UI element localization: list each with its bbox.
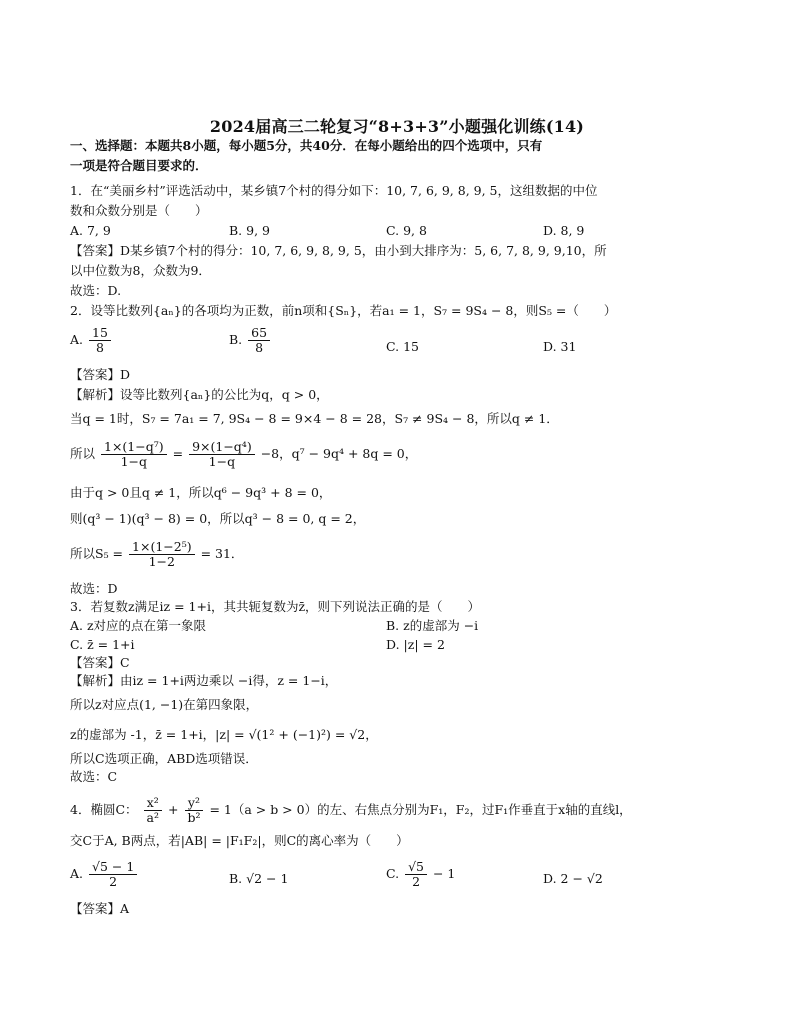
- q2-analysis-3-frac1: [101, 440, 167, 469]
- q3-analysis-4: 所以C选项正确，ABD选项错误．: [70, 751, 258, 766]
- q3-analysis-2: 所以z对应点(1, −1)在第四象限，: [70, 697, 259, 712]
- q4-stem-frac1-den: a²: [146, 810, 159, 825]
- q4-stem-plus: +: [167, 802, 179, 817]
- q4-option-c-fraction: [405, 860, 427, 889]
- q4-option-c-den: 2: [412, 874, 421, 889]
- q2-analysis-6-suffix: = 31．: [200, 546, 244, 561]
- q2-analysis-6-den: 1−2: [148, 554, 175, 569]
- q1-stem-line1: 1．在“美丽乡村”评选活动中，某乡镇7个村的得分如下：10, 7, 6, 9, 8, 9, 5，这组数据的中位: [70, 183, 598, 198]
- q2-analysis-3-eq: =: [172, 446, 184, 461]
- q2-analysis-6: [70, 540, 243, 569]
- q4-option-a-fraction: [89, 860, 137, 889]
- q4-stem-frac1: [144, 796, 162, 825]
- q2-analysis-1: 【解析】设等比数列{aₙ}的公比为q，q > 0，: [70, 387, 329, 402]
- q2-analysis-6-frac: [129, 540, 195, 569]
- q4-stem-frac2-den: b²: [187, 810, 201, 825]
- q2-analysis-6-num: 1×(1−2⁵): [129, 540, 195, 555]
- q2-option-a-den: 8: [95, 340, 104, 355]
- q4-stem-frac1-num: x²: [144, 796, 162, 811]
- q4-option-c: [386, 860, 455, 889]
- q2-option-b-fraction: [248, 326, 270, 355]
- q4-option-c-label: C.: [386, 866, 400, 881]
- q3-analysis-1: 【解析】由iz = 1+i两边乘以 −i得，z = 1−i，: [70, 673, 338, 688]
- q2-analysis-3-frac2: [189, 440, 255, 469]
- q3-choose: 故选：C: [70, 769, 118, 784]
- q2-analysis-3-frac2-num: 9×(1−q⁴): [189, 440, 255, 455]
- q1-stem-line2: 数和众数分别是（ ）: [70, 203, 208, 218]
- q4-answer: 【答案】A: [70, 901, 130, 916]
- q3-stem: 3．若复数z满足iz = 1+i，其共轭复数为z̄，则下列说法正确的是（ ）: [70, 599, 481, 614]
- q4-option-a-label: A.: [70, 866, 84, 881]
- q1-choose: 故选：D.: [70, 283, 122, 298]
- q2-analysis-3: [70, 440, 417, 469]
- q4-option-a-den: 2: [109, 874, 118, 889]
- q3-option-c: C. z̄ = 1+i: [70, 637, 135, 652]
- q2-stem: 2．设等比数列{aₙ}的各项均为正数，前n项和{Sₙ}，若a₁ = 1，S₇ = 9S₄ − 8，则S₅ =（ ）: [70, 303, 617, 318]
- q3-option-b: B. z的虚部为 −i: [386, 618, 479, 633]
- section-heading-line2: 一项是符合题目要求的．: [70, 158, 208, 173]
- q3-option-d: D. |z| = 2: [386, 637, 445, 652]
- q2-option-a-label: A.: [70, 332, 84, 347]
- q2-choose: 故选：D: [70, 581, 118, 596]
- q1-answer-line1: 【答案】D某乡镇7个村的得分：10, 7, 6, 9, 8, 9, 5，由小到大排序为：5, 6, 7, 8, 9, 9,10，所: [70, 243, 607, 258]
- q2-analysis-3-suffix: −8，q⁷ − 9q⁴ + 8q = 0，: [260, 446, 418, 461]
- page-title: 2024届高三二轮复习“8+3+3”小题强化训练(14): [209, 117, 585, 136]
- q2-option-a-num: 15: [89, 326, 111, 341]
- q4-stem-line2: 交C于A, B两点，若|AB| = |F₁F₂|，则C的离心率为（ ）: [70, 833, 409, 848]
- q2-option-b: [229, 326, 272, 355]
- q4-stem-frac2: [184, 796, 203, 825]
- q4-option-c-num: √5: [405, 860, 427, 875]
- q3-answer: 【答案】C: [70, 655, 130, 670]
- q1-option-b: B. 9, 9: [229, 223, 270, 238]
- section-heading-line1: 一、选择题：本题共8小题，每小题5分，共40分．在每小题给出的四个选项中，只有: [70, 138, 543, 153]
- q2-analysis-3-frac1-num: 1×(1−q⁷): [101, 440, 167, 455]
- q2-analysis-4: 由于q > 0且q ≠ 1，所以q⁶ − 9q³ + 8 = 0，: [70, 485, 332, 500]
- q4-stem-line1: [70, 796, 632, 825]
- q2-answer: 【答案】D: [70, 367, 131, 382]
- q2-analysis-6-prefix: 所以S₅ =: [70, 546, 124, 561]
- q4-option-a: [70, 860, 139, 889]
- q1-option-a: A. 7, 9: [70, 223, 111, 238]
- q2-option-b-num: 65: [248, 326, 270, 341]
- q2-option-b-den: 8: [255, 340, 264, 355]
- q1-answer-line2: 以中位数为8，众数为9．: [70, 263, 211, 278]
- q4-option-b: B. √2 − 1: [229, 871, 289, 886]
- q3-analysis-3: z的虚部为 -1，z̄ = 1+i，|z| = √(1² + (−1)²) = √2，: [70, 727, 378, 742]
- q1-option-c: C. 9, 8: [386, 223, 427, 238]
- q4-stem-suffix: = 1（a > b > 0）的左、右焦点分别为F₁，F₂，过F₁作垂直于x轴的直线l，: [209, 802, 632, 817]
- q4-stem-prefix: 4．椭圆C：: [70, 802, 138, 817]
- q2-option-c: C. 15: [386, 339, 419, 354]
- q2-analysis-3-frac1-den: 1−q: [120, 454, 148, 469]
- q2-analysis-3-prefix: 所以: [70, 446, 96, 461]
- q4-stem-frac2-num: y²: [185, 796, 203, 811]
- q2-analysis-5: 则(q³ − 1)(q³ − 8) = 0，所以q³ − 8 = 0, q = 2，: [70, 511, 366, 526]
- q2-analysis-2: 当q = 1时，S₇ = 7a₁ = 7, 9S₄ − 8 = 9×4 − 8 = 28，S₇ ≠ 9S₄ − 8，所以q ≠ 1．: [70, 411, 559, 426]
- q4-option-a-num: √5 − 1: [89, 860, 137, 875]
- q2-analysis-3-frac2-den: 1−q: [208, 454, 236, 469]
- q4-option-c-tail: − 1: [432, 866, 456, 881]
- q3-option-a: A. z对应的点在第一象限: [70, 618, 207, 633]
- q2-option-d: D. 31: [543, 339, 577, 354]
- q2-option-a-fraction: [89, 326, 111, 355]
- q2-option-b-label: B.: [229, 332, 243, 347]
- q2-option-a: [70, 326, 113, 355]
- q4-option-d: D. 2 − √2: [543, 871, 603, 886]
- q1-option-d: D. 8, 9: [543, 223, 585, 238]
